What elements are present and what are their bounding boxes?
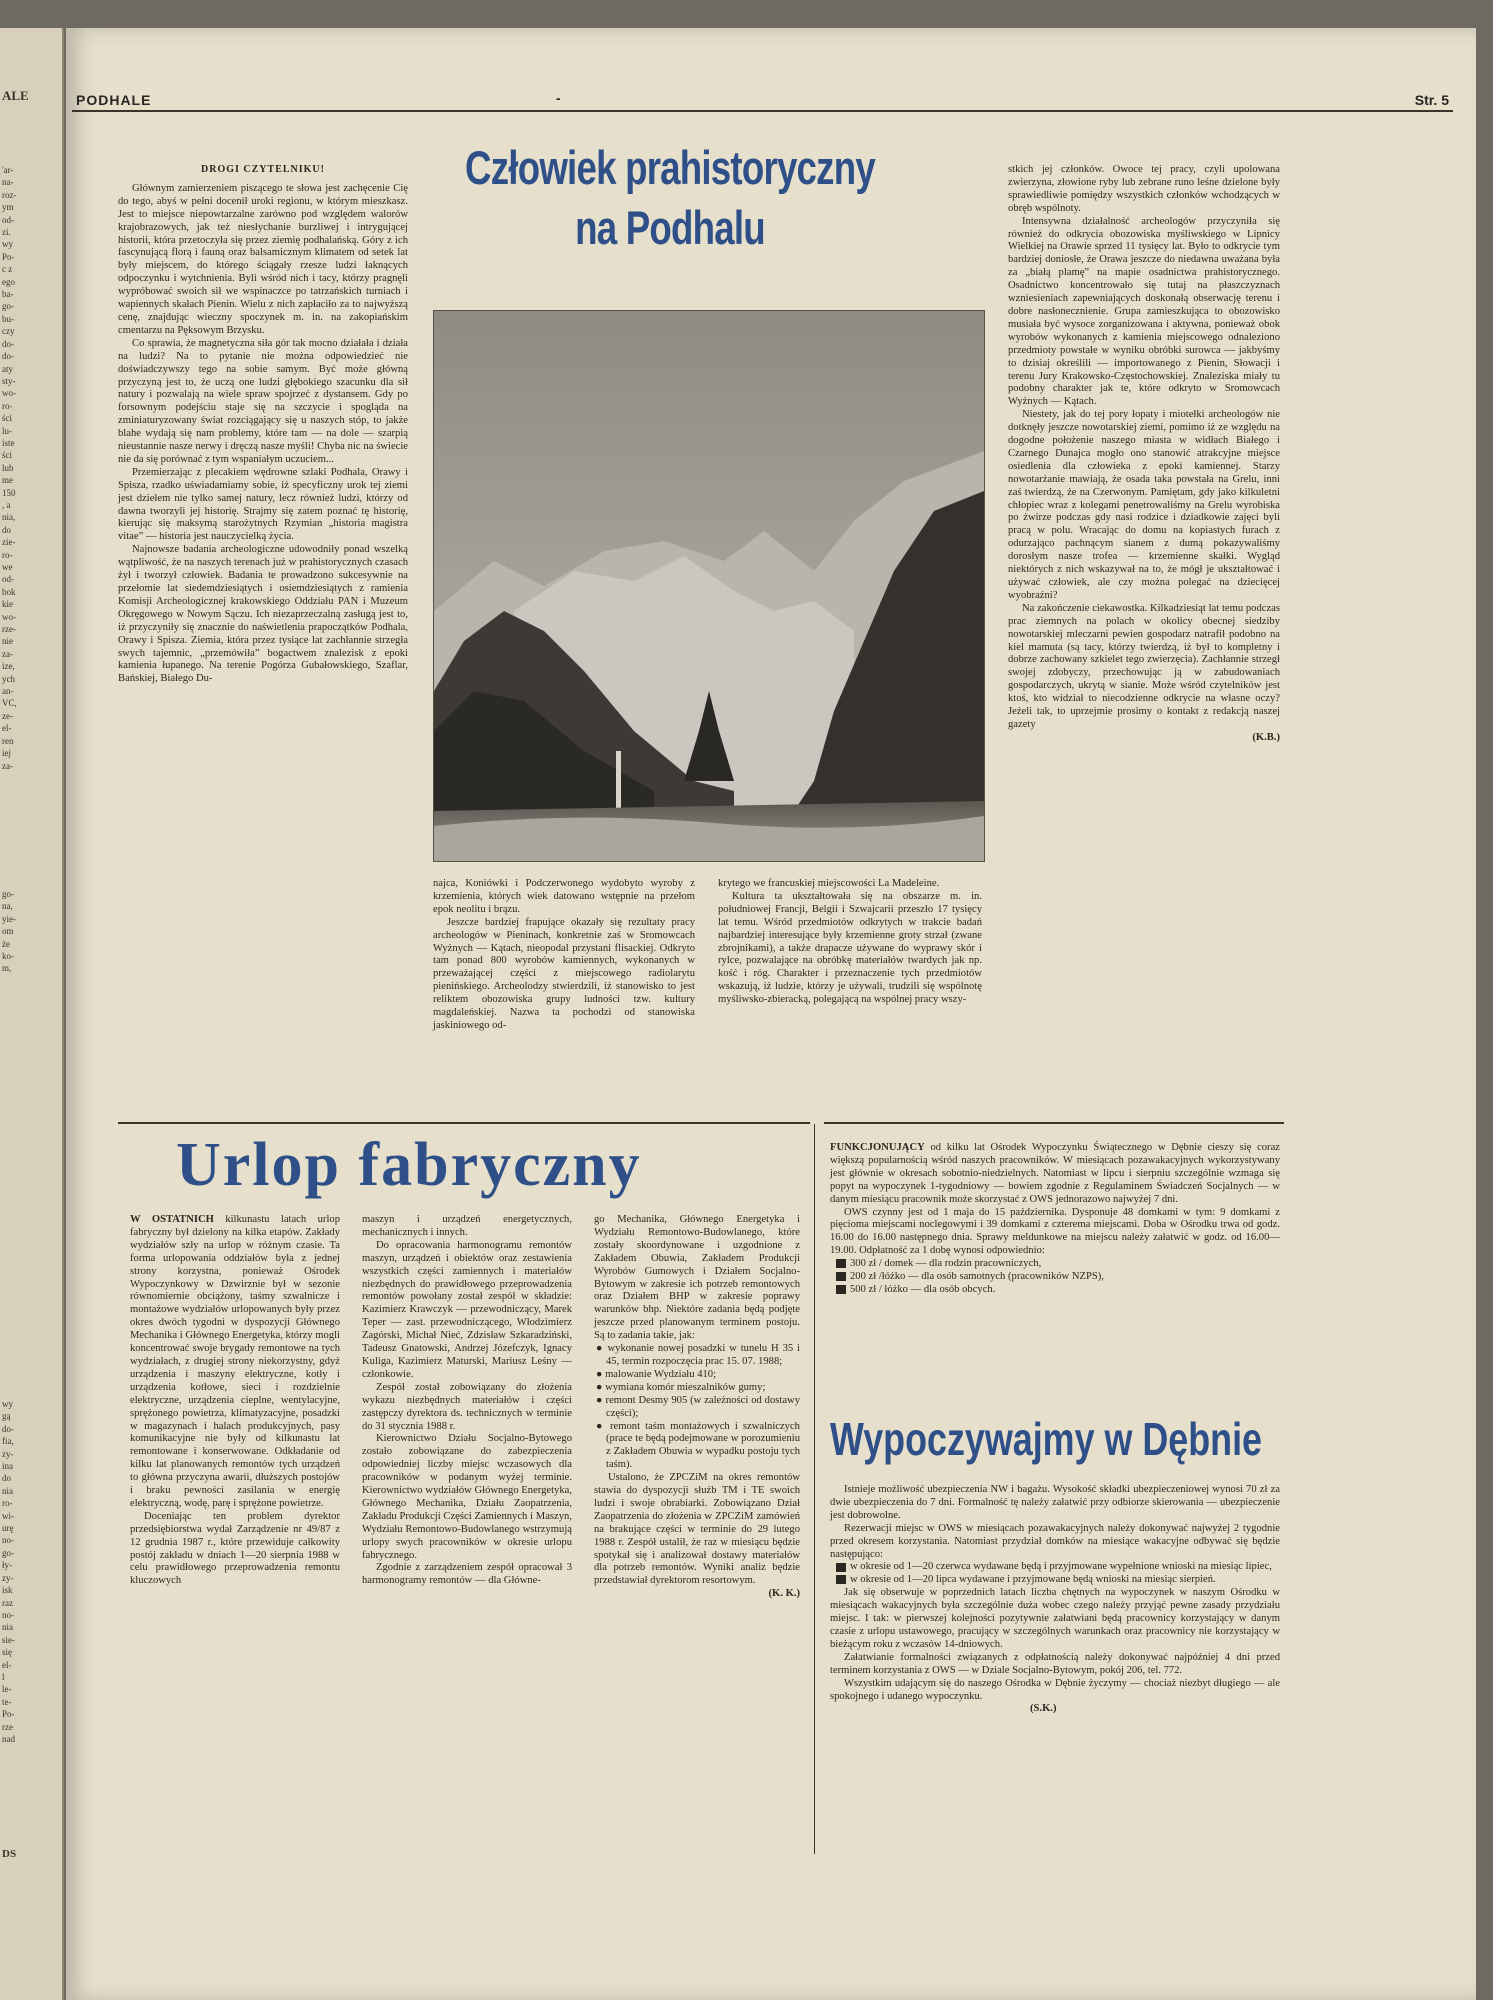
- article3-body: [830, 1484, 1280, 1716]
- article2-para: Zespół został zobowiązany do złożenia wykazu niezbędnych materiałów i części zastępczy dyrektora ds. technicznych w terminie do 31 stycznia 1988 r.: [362, 1381, 572, 1432]
- article1-para: Jeszcze bardziej frapujące okazały się rezultaty pracy archeologów w Pieninach, konkretnie zaś w Sromowcach Wyżnych — Kątach, nieopodal przystani flisackiej. Odkryto tam ponad 800 wyrobów kamiennych, wykonanych w przeważającej części z miejscowego radiolarytu pienińskiego. Archeolodzy stwierdzili, iż stanowisko to jest reliktem obozowiska grupy ludności tzw. kultury magdaleńskiej. Nazwa ta pochodzi od stanowiska jaskiniowego od-: [433, 916, 695, 1031]
- left-column-fragment-1: 'ar- na- roz- ym od- zi. wy Po- c z ego ba- go- bu- czy do- do- aty sty- wo- ro- ści lu- iste ści lub me 150 , a nia, do zie- ro- we od- bok kie wo- rze- nie za- ize, ych an- VC, ze- el- ren iej za-: [2, 165, 17, 771]
- article2-bullet: ● remont Desmy 905 (w zależności od dostawy części);: [596, 1394, 800, 1419]
- article3-para: Rezerwacji miejsc w OWS w miesiącach pozawakacyjnych należy dokonywać najwyżej 2 tygodnie przed okresem korzystania. Natomiast przydział domków na miesiące wakacyjne odbywać się będzie następująco:: [830, 1522, 1280, 1560]
- article2-bullet: ● wykonanie nowej posadzki w tunelu H 35 i 45, termin rozpoczęcia prac 15. 07. 1988;: [596, 1343, 800, 1367]
- price-item: 300 zł / domek — dla rodzin pracowniczych,: [830, 1258, 1280, 1271]
- article1-para: stkich jej członków. Owoce tej pracy, czyli upolowana zwierzyna, złowione ryby lub zebrane runo leśne dzielone były sprawiedliwie pomiędzy wszystkich członków wchodzących w obręb wspólnoty.: [1008, 164, 1280, 214]
- article3-top: [830, 1142, 1280, 1297]
- left-page-fragment: [0, 28, 64, 2000]
- article1-column-1: [118, 164, 408, 686]
- article2-para: Zgodnie z zarządzeniem zespół opracował 3 harmonogramy remontów — dla Główne-: [362, 1562, 572, 1587]
- left-footer-fragment: DS: [2, 1848, 17, 1860]
- article3-title: Wypoczywajmy w Dębnie: [830, 1413, 1263, 1465]
- article3-para: od kilku lat Ośrodek Wypoczynku Świątecznego w Dębnie cieszy się coraz większą popularnością wśród naszych pracowników. W miesiącach pozawakacyjnych wykorzystywany jest głównie w okresach sobotnio-niedzielnych. Natomiast w lipcu i sierpniu szczególnie wzmaga się popyt na wypoczynek 1-tygodniowy — bowiem zgodnie z Regulaminem Świadczeń Socjalnych — w danym miesiącu pracownik może skorzystać z OWS jednorazowo najwyżej 7 dni.: [830, 1142, 1280, 1205]
- page-number: Str. 5: [1414, 92, 1449, 108]
- article1-para: Na zakończenie ciekawostka. Kilkadziesiąt lat temu podczas prac ziemnych na polach w okolicy obecnej siedziby nowotarskiej mleczarni pewien gospodarz natrafił podobno na kiel mamuta (są tacy, którzy twierdzą, iż był to kompletny i dobrze zachowany szkielet tego zwierzęcia). Zachłannie strzegł swojej zdobyczy, przechowując ją w zabudowaniach gospodarczych, ukrytą w sianie. Może wśród czytelników jest ktoś, kto widział to niecodzienne odkrycie na własne oczy? Jeżeli tak, to uprzejmie prosimy o kontakt z redakcją naszej gazety: [1008, 602, 1280, 730]
- article1-column-2: [433, 878, 695, 1033]
- column-rule-vertical: [814, 1124, 815, 1854]
- article3-para: Jak się obserwuje w poprzednich latach liczba chętnych na wypoczynek w naszym Ośrodku w miesiącach wakacyjnych była szczególnie duża wobec czego należy przyjąć pewne zasady przydziału miejsc. I tak: w pierwszej kolejności pozytywnie załatwiani będą pracownicy korzystający w danym czasie z urlopu ustawowego, pracujący w szczególnych warunkach oraz pracownicy nie korzystający w bieżącym roku z wczasów 14-dniowych.: [830, 1587, 1280, 1650]
- price-item: 500 zł / łóżko — dla osób obcych.: [830, 1284, 1280, 1297]
- article1-para: najca, Koniówki i Podczerwonego wydobyto wyroby z krzemienia, których wiek datowano wstępnie na przełom epok neolitu i brązu.: [433, 878, 695, 915]
- article2-column-2: [362, 1214, 572, 1588]
- article2-para: kilkunastu latach urlop fabryczny był dzielony na kilka etapów. Zakłady wydziałów szły na urlop w różnym czasie. Ta forma urlopowania oddziałów była z jednej strony korzystna, ponieważ Ośrodek Wypoczynkowy w Dzwirznie był w sezonie równomiernie obciążony, taśmy szwalnicze i montażowe wydziałów urlopowanych były przez okres dwóch tygodni w dyspozycji Głównego Mechanika i Głównego Energetyka, którzy mogli koncentrować swoje brygady remontowe na tych wydziałach, z drugiej strony niekorzystny, gdyż urządzenia i maszyny elektryczne, kotły i urządzenia kotłowe, sieci i rozdzielnie elektryczne, urządzenia cieplne, wentylacyjne, sprężonego powietrza, klimatyzacyjne, posadzki w magazynach i halach produkcyjnych, pasy komunikacyjne nie były od kilkunastu lat remontowane i konserwowane. Odkładanie od kilku lat planowanych remontów tych urządzeń to główna przyczyna awarii, dłuższych postojów i braku pewności zasilania w energię elektryczną, wodę, parę i sprężone powietrze.: [130, 1214, 340, 1509]
- article2-signature: (K. K.): [768, 1588, 800, 1600]
- price-item: 200 zł /łóżko — dla osób samotnych (pracowników NZPS),: [830, 1271, 1280, 1284]
- left-column-fragment-3: wy gą do- fia, zy- ina do nia ro- wi- urę no- go- ły- zy- isk raz no- nia sie- się el- l le- te- Po- rze nad: [2, 1399, 15, 1744]
- article3-signature: (S.K.): [1030, 1703, 1057, 1715]
- article2-para: go Mechanika, Głównego Energetyka i Wydziału Remontowo-Budowlanego, które zostały skoordynowane i uzgodnione z Zakładem Obuwia, Zakładem Produkcji Wyrobów Gumowych i Działem Socjalno-Bytowym w zakresie ich potrzeb remontowych oraz Działem BHP w zakresie poprawy warunków bhp. Niektóre zadania będą podjęte jeszcze przed planowanym terminem postoju. Są to zadania takie, jak:: [594, 1214, 800, 1342]
- article1-para: Głównym zamierzeniem piszącego te słowa jest zachęcenie Cię do tego, abyś w pełni docenił uroki regionu, w którym mieszkasz. Jest to miejsce niepowtarzalne zarówno pod względem walorów krajobrazowych, jak też niesłychanie burzliwej i intrygującej historii, która przetoczyła się przez ziemię podhalańską. Góry z ich fascynującą florą i fauną oraz balsamicznym klimatem od setek lat były miejscem, do którego ściągały rzesze ludzi łaknących odpoczynku i wytchnienia. Byli wśród nich i tacy, którzy pragnęli wypróbować swoich sił we wspinaczce po tatrzańskich turniach i wapiennych skałach Pienin. Wielu z nich zapłaciło za to najwyższą cenę, znajdując wieczny spoczynek m. in. na zakopiańskim cmentarzu na Pęksowym Brzysku.: [118, 182, 408, 336]
- header-rule: [72, 110, 1453, 112]
- article1-title-line1: Człowiek prahistoryczny: [465, 141, 875, 194]
- article1-para: Kultura ta ukształtowała się na obszarze m. in. południowej Francji, Belgii i Szwajcarii przeszło 17 tysięcy lat temu. Wśród przedmiotów odkrytych w trakcie badań najbardziej interesujące były krzemienne groty strzał (zwane zbrojnikami), a także drapacze używane do wyprawy skór i rylce, pozwalające na obróbkę materiałów twardych jak np. kość i róg. Charakter i przeznaczenie tych przedmiotów wskazują, iż ludzie, którzy je używali, trudzili się wspólnotę myśliwsko-zbieracką, polegającą na wspólnej pracy wszy-: [718, 890, 982, 1006]
- booking-item: w okresie od 1—20 lipca wydawane i przyjmowane będą wnioski na miesiąc sierpień.: [830, 1574, 1280, 1587]
- masthead-title: PODHALE: [76, 92, 152, 108]
- mountain-photo: [433, 310, 985, 862]
- article3-para: Wszystkim udającym się do naszego Ośrodka w Dębnie życzymy — chociaż niezbyt długiego — ale spokojnego i udanego wypoczynku.: [830, 1677, 1280, 1702]
- booking-item: w okresie od 1—20 czerwca wydawane będą i przyjmowane wypełnione wnioski na miesiąc lipiec,: [830, 1561, 1280, 1574]
- article1-para: Co sprawia, że magnetyczna siła gór tak mocno działała i działa na ludzi? Na to pytanie nie można odpowiedzieć nie doświadczywszy tego na sobie samym. Być może główną przyczyną jest to, że uczą one ludzi głębokiego szacunku dla sił natury i pozwalają na wiele spraw spojrzeć z dystansem. Gdy po forsownym podejściu staje się na szczycie i spogląda na zminiaturyzowany świat rozciągający się u naszych stóp, to jakże blahe wydają się nam problemy, które tam — na dole — szarpią nieustannie nasze nerwy i dręczą nasze myśli! Chyba nic na świecie nie da się porównać z tym wspaniałym uczuciem...: [118, 337, 408, 465]
- article2-para: Do opracowania harmonogramu remontów maszyn, urządzeń i obiektów oraz zestawienia wszystkich części zamiennych i materiałów niezbędnych do prawidłowego przeprowadzenia remontów powołany został zespół w składzie: Kazimierz Krawczyk — przewodniczący, Marek Teper — zast. przewodniczącego, Włodzimierz Zagórski, Michał Nieć, Zdzisław Szkaradziński, Tadeusz Gnatowski, Andrzej Józefczyk, Ignacy Kuliga, Kazimierz Maturski, Mariusz Leśny — członkowie.: [362, 1239, 572, 1380]
- article1-column-4: [1008, 164, 1280, 745]
- article1-greeting: DROGI CZYTELNIKU!: [201, 164, 325, 175]
- article1-para: Przemierzając z plecakiem wędrowne szlaki Podhala, Orawy i Spisza, rzadko uświadamiamy sobie, iż specyficzny urok tej ziemi jest dziełem nie tylko samej natury, lecz również ludzi, którzy od dawna tworzyli jej historię. Strajmy się zatem poznać tę historię, kierując się maksymą starożytnych Rzymian „historia magistra vitae” — historia jest nauczycielką życia.: [118, 466, 408, 543]
- header-dash: -: [556, 90, 561, 106]
- article1-signature: (K.B.): [1252, 731, 1280, 743]
- article2-bullet: ● wymiana komór mieszalników gumy;: [596, 1381, 766, 1393]
- mountain-photo-image: [434, 311, 984, 861]
- article1-para: Najnowsze badania archeologiczne udowodniły ponad wszelką wątpliwość, że na naszych terenach już w prahistorycznych czasach żył i tworzył człowiek. Badania te prowadzono sukcesywnie na przełomie lat siedemdziesiątych i osiemdziesiątych z ramienia Komisji Archeologicznej krakowskiego Oddziału PAN i Muzeum Okręgowego w Nowym Sączu. Ich niezaprzeczalną zasługą jest to, iż przyczyniły się znacznie do naświetlenia prapoczątków Podhala, Orawy i Spisza. Ziemia, która przez tysiące lat zachłannie strzegła swych tajemnic, „przemówiła” bogactwem znalezisk z epoki kamienia łupanego. Na terenie Pogórza Gubałowskiego, Szaflar, Bańskiej, Białego Du-: [118, 544, 408, 685]
- article2-para: maszyn i urządzeń energetycznych, mechanicznych i innych.: [362, 1214, 572, 1238]
- article3-para: Załatwianie formalności związanych z odpłatnością należy dokonywać najpóźniej 4 dni przed terminem korzystania z OWS — w Dziale Socjalno-Bytowym, pokój 206, tel. 772.: [830, 1651, 1280, 1676]
- article2-column-3: [594, 1214, 800, 1601]
- left-header-fragment: ALE: [2, 88, 29, 103]
- article3-lead: FUNKCJONUJĄCY: [830, 1142, 925, 1153]
- left-column-fragment-2: go- na, yie- om że ko- m,: [2, 889, 16, 974]
- article1-title-line2: na Podhalu: [575, 201, 765, 254]
- article1-para: Niestety, jak do tej pory łopaty i miotełki archeologów nie dotknęły jeszcze nowotarskiej ziemi, pomimo iż ze względu na dogodne położenie naszego miasta w widłach Białego i Czarnego Dunajca mogło ono stanowić atrakcyjne miejsce osiedlenia dla człowieka z epoki kamiennej. Starzy nowotarżanie mawiają, że osada taka powstała na Grelu, inni zaś twierdzą, że na Czerwonym. Pamiętam, gdy jako kilkuletni chłopiec wraz z kolegami penetrowaliśmy na Grelu wyrobiska po żwirze podczas gdy nasi rodzice i dziadkowie zajęci byli pracą w polu. Wracając do domu na kopiastych furach z odurzająco pachnącym sianem z dumą pokazywaliśmy dorosłym nasze trofea — krzemienne skałki. Wygląd niektórych z nich wskazywał na to, że mógł je ukształtować i używać człowiek, ale czy można polegać na dziecięcej wyobraźni?: [1008, 409, 1280, 601]
- article2-para: Doceniając ten problem dyrektor przedsiębiorstwa wydał Zarządzenie nr 49/87 z 12 grudnia 1987 r., które przewiduje całkowity postój zakładu w dniach 1—20 sierpnia 1988 w celu prawidłowego przeprowadzenia remontu kluczowych: [130, 1510, 340, 1587]
- article1-column-3: [718, 878, 982, 1007]
- article2-bullet: ● malowanie Wydziału 410;: [596, 1368, 717, 1380]
- article3-para: Istnieje możliwość ubezpieczenia NW i bagażu. Wysokość składki ubezpieczeniowej wynosi 70 zł za dwie ubezpieczenia do 7 dni. Formalność tę należy załatwić przy odbiorze skierowania — ubezpieczenie jest dobrowolne.: [830, 1484, 1280, 1521]
- article2-para: Ustalono, że ZPCZiM na okres remontów stawia do dyspozycji służb TM i TE swoich ludzi i swoje obrabiarki. Zobowiązano Dział Zaopatrzenia do złożenia w ZPCZiM zamówień na brakujące części w terminie do 29 lutego 1988 r. Zespół ustalił, że raz w miesiącu będzie spotykał się i analizował dostawy materiałów dla potrzeb remontów. Wyniki analiz będzie przedstawiał dyrektorom resortowym.: [594, 1472, 800, 1587]
- article2-lead: W OSTATNICH: [130, 1214, 214, 1225]
- section-rule-right: [824, 1122, 1284, 1124]
- article2-title: Urlop fabryczny: [176, 1131, 642, 1199]
- article2-bullet: ● remont taśm montażowych i szwalniczych (prace te będą podejmowane w porozumieniu z Zakładem Obuwia w wypadku postoju tych taśm).: [596, 1420, 800, 1471]
- article1-title: [436, 138, 904, 258]
- article2-para: Kierownictwo Działu Socjalno-Bytowego zostało zobowiązane do zabezpieczenia odpowiedniej liczby miejsc wczasowych dla pracowników w podanym wyżej terminie. Kierownictwo wydziałów Głównego Energetyka, Głównego Mechanika, Działu Zaopatrzenia, Zakładu Produkcji Części Zamiennych i Maszyn, Wydziału Remontowo-Budowlanego wstrzymują urlopy swych pracowników w okresie urlopu fabrycznego.: [362, 1433, 572, 1561]
- article1-para: krytego we francuskiej miejscowości La Madeleine.: [718, 878, 940, 889]
- article3-para: OWS czynny jest od 1 maja do 15 października. Dysponuje 48 domkami w tym: 9 domkami z pięcioma miejscami noclegowymi i 39 domkami z czterema miejscami. Doba w Ośrodku trwa od godz. 16.00 do 16.00 następnego dnia. Sprawy meldunkowe na miejscu należy załatwić w godz. od 16.00—19.00. Odpłatność za 1 dobę wynosi odpowiednio:: [830, 1206, 1280, 1257]
- article1-para: Intensywna działalność archeologów przyczyniła się również do odkrycia obozowiska myśliwskiego w Lipnicy Wielkiej na Orawie sprzed 11 tysięcy lat. Było to odkrycie tym bardziej doniosłe, że Orawa jeszcze do niedawna uważana była za „białą plamę” na mapie osadnictwa prahistorycznego. Osadnictwo koncentrowało się tutaj na płaszczyznach wzniesieniach zapewniających doskonałą obserwację terenu i dobre nasłonecznienie. Grupa zamieszkująca to obozowisko musiała być wysoce zorganizowana i aktywna, ponieważ obok wyrobów wykonanych z kamienia miejscowego odnaleziono przedmioty powstałe w wyniku obróbki surowca — jakbyśmy to dzisiaj określili — importowanego z Pienin, Słowacji i terenu Jury Krakowsko-Częstochowskiej. Znaleziska miały tu podobny charakter jak te, które odkryto w Sromowcach Wyżnych — Kątach.: [1008, 215, 1280, 408]
- article2-column-1: [130, 1214, 340, 1588]
- section-rule-left: [118, 1122, 810, 1124]
